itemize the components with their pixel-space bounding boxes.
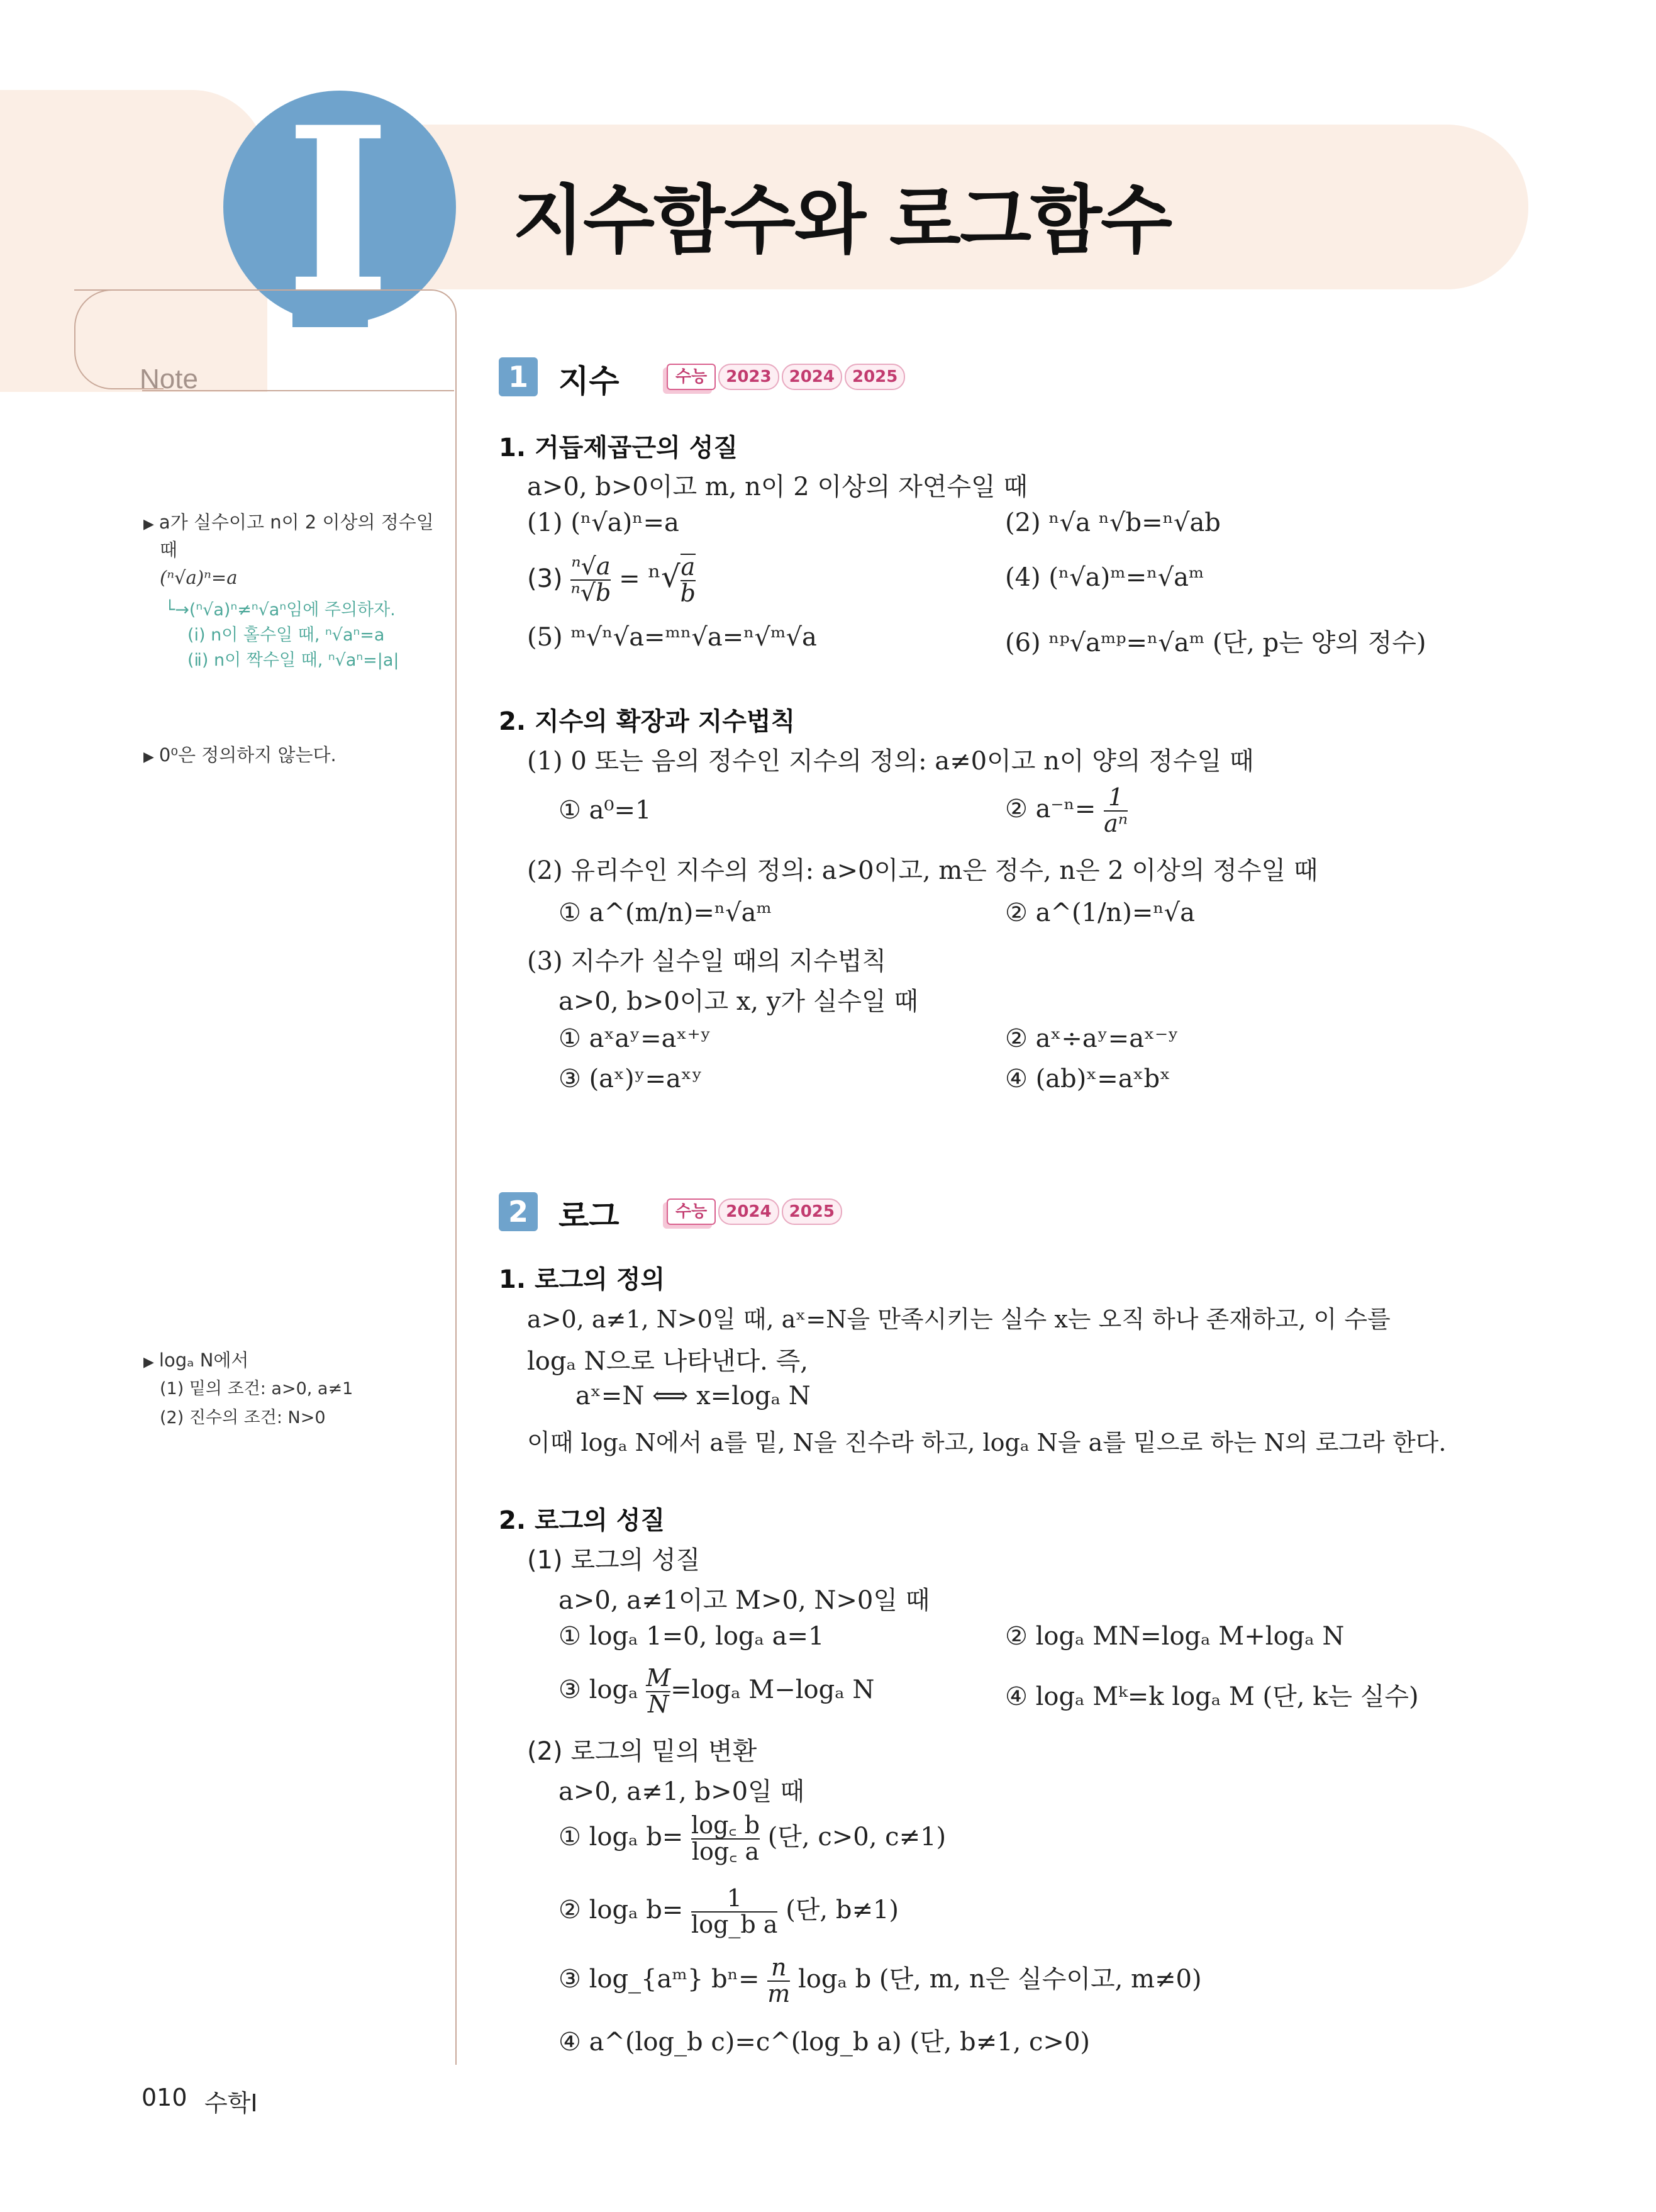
s1-sub2-heading: 2. 지수의 확장과 지수법칙 [499, 707, 796, 736]
s2-p2b-frac [691, 1886, 777, 1938]
s2-p2b-den: log_b a [691, 1910, 778, 1938]
s1-formula-3-rhs: $\frac{a}{b}$ [680, 553, 696, 607]
s1-p1b [1005, 785, 1128, 837]
s2-p2b-label: ② logₐ b= [558, 1895, 684, 1924]
note-item-1-sub1-text: (ⁿ√a)ⁿ≠ⁿ√aⁿ임에 주의하자. [189, 600, 396, 620]
note-item-1-sub2: (ⅰ) n이 홀수일 때, ⁿ√aⁿ=a [187, 625, 385, 645]
s1-formula-3: (3) $\frac{\text{ⁿ√a}}{\text{ⁿ√b}}$ = ⁿ√ $\frac{a}{b}$ [527, 552, 696, 607]
suneung-badge: 수능 [667, 364, 716, 390]
year-badge: 2025 [782, 1198, 842, 1225]
s2-p2b [558, 1886, 899, 1938]
s2-p1b: ② logₐ MN=logₐ M+logₐ N [1005, 1622, 1345, 1651]
s1-formula-2: (2) ⁿ√a ⁿ√b=ⁿ√ab [1005, 508, 1221, 537]
s2-p1d-label: ③ logₐ [558, 1675, 638, 1704]
s2-p2d-num: n [770, 1953, 787, 1981]
s2-p2a-num: log꜀ b [691, 1811, 760, 1839]
note-item-3-line3: (2) 진수의 조건: N>0 [160, 1408, 326, 1427]
page-number: 010 [142, 2084, 187, 2111]
book-title: 수학Ⅰ [204, 2089, 258, 2117]
s2-sub1-heading: 1. 로그의 정의 [499, 1265, 665, 1294]
s1-p3d: ③ (aˣ)ʸ=aˣʸ [558, 1064, 703, 1093]
note-item-2-text: 0⁰은 정의하지 않는다. [158, 744, 336, 766]
s1-p1a: ① a⁰=1 [558, 796, 652, 825]
s1-p1: (1) 0 또는 음의 정수인 지수의 정의: a≠0이고 n이 양의 정수일 때 [527, 747, 1254, 776]
s1-p2: (2) 유리수인 지수의 정의: a>0이고, m은 정수, n은 2 이상의 정수일 때 [527, 856, 1318, 885]
suneung-badge: 수능 [667, 1198, 716, 1225]
bullet-triangle-icon: ▶ [143, 749, 154, 765]
section-1-title: 지수 [558, 363, 620, 399]
year-badge: 2023 [718, 364, 779, 390]
section-1-badges [667, 364, 905, 390]
note-item-1 [143, 508, 434, 539]
s2-def-line4: 이때 logₐ N에서 a를 밑, N을 진수라 하고, logₐ N을 a를 밑으로 하는 N의 로그라 한다. [527, 1429, 1447, 1456]
arrow-bend-icon: └→ [165, 600, 189, 620]
s2-p1d [558, 1666, 874, 1718]
s2-p2d-label: ③ log_{aᵐ} bⁿ= [558, 1964, 760, 1994]
note-item-3-line1: logₐ N에서 [158, 1349, 249, 1371]
s1-p3: (3) 지수가 실수일 때의 지수법칙 [527, 947, 887, 976]
s2-p2a-frac [691, 1813, 760, 1865]
s1-p3b: ② aˣ÷aʸ=aˣ⁻ʸ [1005, 1024, 1179, 1053]
s2-p2d [558, 1955, 1202, 2007]
chapter-roman-numeral: I [285, 77, 391, 344]
section-2-number: 2 [499, 1192, 538, 1231]
s1-formula-4: (4) (ⁿ√a)ᵐ=ⁿ√aᵐ [1005, 563, 1204, 592]
s2-p1-condition: a>0, a≠1이고 M>0, N>0일 때 [558, 1586, 930, 1615]
note-panel [74, 289, 457, 2065]
s1-formula-5: (5) ᵐ√ⁿ√a=ᵐⁿ√a=ⁿ√ᵐ√a [527, 623, 817, 652]
year-badge: 2025 [845, 364, 905, 390]
s1-p1b-frac: $\frac{1}{\text{aⁿ}}$ [1104, 783, 1128, 837]
s2-p2d-frac [767, 1955, 790, 2007]
s2-p2b-num: 1 [726, 1884, 742, 1912]
s1-formula-3-label: (3) [527, 564, 563, 593]
bullet-triangle-icon: ▶ [143, 517, 154, 532]
s1-formula-1: (1) (ⁿ√a)ⁿ=a [527, 508, 679, 537]
s2-p2a [558, 1813, 946, 1865]
s1-sub1-condition: a>0, b>0이고 m, n이 2 이상의 자연수일 때 [527, 472, 1028, 501]
s1-p3a: ① aˣaʸ=aˣ⁺ʸ [558, 1024, 711, 1053]
s2-sub2-heading: 2. 로그의 성질 [499, 1506, 665, 1535]
s2-p2-condition: a>0, a≠1, b>0일 때 [558, 1777, 805, 1806]
section-2-title: 로그 [558, 1198, 620, 1234]
s1-formula-3-lhs: $\frac{\text{ⁿ√a}}{\text{ⁿ√b}}$ [570, 552, 611, 606]
s1-p2a: ① a^(m/n)=ⁿ√aᵐ [558, 898, 772, 927]
year-badge: 2024 [718, 1198, 779, 1225]
note-item-1-sub1 [165, 598, 396, 623]
section-1-number: 1 [499, 357, 538, 396]
s2-p1a: ① logₐ 1=0, logₐ a=1 [558, 1622, 825, 1651]
s2-p2a-cond: (단, c>0, c≠1) [767, 1822, 947, 1852]
s2-p2e: ④ a^(log_b c)=c^(log_b a) (단, b≠1, c>0) [558, 2028, 1091, 2057]
s1-p3e: ④ (ab)ˣ=aˣbˣ [1005, 1064, 1171, 1093]
s2-p2a-den: log꜀ a [691, 1837, 760, 1865]
s2-p1e: ④ logₐ Mᵏ=k logₐ M (단, k는 실수) [1005, 1682, 1419, 1711]
s2-p2d-den: m [767, 1979, 791, 2008]
s2-p1d-frac: $\frac{M}{N}$ [646, 1664, 671, 1718]
s1-formula-6: (6) ⁿᵖ√aᵐᵖ=ⁿ√aᵐ (단, p는 양의 정수) [1005, 628, 1426, 657]
note-item-2 [143, 741, 336, 771]
chapter-title: 지수함수와 로그함수 [513, 177, 1171, 264]
s2-p2a-label: ① logₐ b= [558, 1822, 684, 1852]
s2-def-line2: logₐ N으로 나타낸다. 즉, [527, 1347, 808, 1376]
s2-p2d-rest: logₐ b (단, m, n은 실수이고, m≠0) [797, 1964, 1202, 1994]
bullet-triangle-icon: ▶ [143, 1355, 154, 1370]
s1-p2b: ② a^(1/n)=ⁿ√a [1005, 898, 1195, 927]
note-item-3 [143, 1346, 248, 1377]
s2-p2b-cond: (단, b≠1) [786, 1895, 899, 1924]
note-divider [142, 390, 454, 391]
note-item-1-formula: (ⁿ√a)ⁿ=a [160, 567, 238, 588]
note-item-1-line2: 때 [160, 539, 178, 561]
s2-p1d-rest: =logₐ M−logₐ N [670, 1675, 875, 1704]
s1-sub1-heading: 1. 거듭제곱근의 성질 [499, 433, 738, 462]
s2-p1: (1) 로그의 성질 [527, 1546, 701, 1575]
s1-p1b-label: ② a⁻ⁿ= [1005, 794, 1096, 824]
year-badge: 2024 [782, 364, 842, 390]
s2-def-line1: a>0, a≠1, N>0일 때, aˣ=N을 만족시키는 실수 x는 오직 하나 존재하고, 이 수를 [527, 1305, 1391, 1333]
note-item-1-line1: a가 실수이고 n이 2 이상의 정수일 [158, 511, 434, 533]
note-title: Note [140, 364, 198, 394]
s1-p3-condition: a>0, b>0이고 x, y가 실수일 때 [558, 987, 919, 1016]
section-2-badges [667, 1198, 842, 1225]
s2-def-line3: aˣ=N ⟺ x=logₐ N [575, 1382, 811, 1410]
s2-p2: (2) 로그의 밑의 변환 [527, 1737, 757, 1766]
note-item-1-sub3: (ⅱ) n이 짝수일 때, ⁿ√aⁿ=|a| [187, 651, 399, 670]
note-item-3-line2: (1) 밑의 조건: a>0, a≠1 [160, 1379, 353, 1399]
